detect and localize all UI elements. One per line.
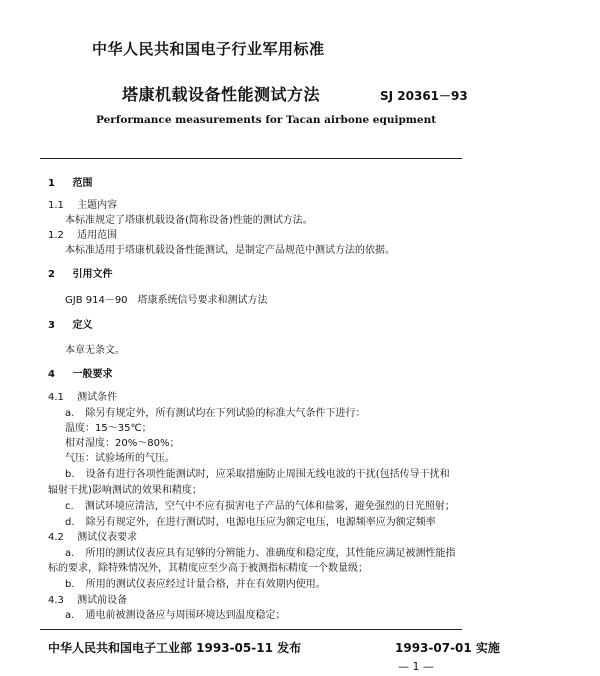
item-text: 除另有规定外，所有测试均在下列试验的标准大气条件下进行： bbox=[85, 408, 366, 419]
section-1-2-text: 本标准适用于塔康机载设备性能测试，是制定产品规范中测试方法的依据。 bbox=[65, 245, 395, 256]
section-1-number: 1 bbox=[48, 178, 55, 189]
humidity-condition: 相对湿度：20%～80%； bbox=[65, 438, 180, 449]
section-3-number: 3 bbox=[48, 320, 55, 331]
standard-code: SJ 20361－93 bbox=[380, 89, 468, 103]
org-line: 中华人民共和国电子行业军用标准 bbox=[92, 40, 325, 58]
item-4-1-b bbox=[65, 468, 450, 481]
section-4-1-title: 测试条件 bbox=[77, 392, 118, 403]
section-2-number: 2 bbox=[48, 269, 55, 280]
item-label: a. bbox=[65, 610, 75, 621]
issuer-line: 中华人民共和国电子工业部 1993-05-11 发布 bbox=[48, 641, 302, 655]
section-4-3-title: 测试前设备 bbox=[77, 595, 128, 606]
item-text: 设备有进行各项性能测试时，应采取措施防止周围无线电波的干扰(包括传导干扰和 bbox=[85, 469, 450, 480]
section-1-1-title: 主题内容 bbox=[77, 200, 118, 211]
section-1-1-text: 本标准规定了塔康机载设备(简称设备)性能的测试方法。 bbox=[65, 215, 313, 226]
section-1-1-number: 1.1 bbox=[48, 200, 64, 211]
header-divider bbox=[40, 158, 462, 159]
item-4-2-a bbox=[65, 547, 456, 560]
item-4-1-b-continued: 辐射干扰)影响测试的效果和精度； bbox=[48, 485, 202, 496]
section-4-1-number: 4.1 bbox=[48, 392, 64, 403]
section-1-2-number: 1.2 bbox=[48, 230, 64, 241]
section-4-number: 4 bbox=[48, 369, 55, 380]
section-4-2-number: 4.2 bbox=[48, 532, 64, 543]
item-4-2-a-continued: 标的要求，除特殊情况外，其精度应至少高于被测指标精度一个数量级； bbox=[48, 563, 368, 574]
item-label: a. bbox=[65, 548, 75, 559]
item-4-2-b bbox=[65, 578, 326, 591]
section-2-title: 引用文件 bbox=[72, 269, 113, 280]
item-label: b. bbox=[65, 579, 75, 590]
section-1-title: 范围 bbox=[72, 178, 93, 189]
document-title: 塔康机载设备性能测试方法 bbox=[122, 85, 321, 104]
section-4-3-number: 4.3 bbox=[48, 595, 64, 606]
item-text: 除另有规定外，在进行测试时，电源电压应为额定电压，电源频率应为额定频率 bbox=[85, 517, 436, 528]
section-2-heading bbox=[48, 268, 112, 281]
item-label: d. bbox=[65, 517, 75, 528]
section-1-2-title: 适用范围 bbox=[77, 230, 118, 241]
section-1-1-heading bbox=[48, 199, 117, 212]
section-3-title: 定义 bbox=[72, 320, 93, 331]
item-label: b. bbox=[65, 469, 75, 480]
item-text: 测试环境应清洁，空气中不应有损害电子产品的气体和盐雾，避免强烈的日光照射； bbox=[84, 501, 455, 512]
page-number: — 1 — bbox=[398, 660, 434, 673]
english-title: Performance measurements for Tacan airbone equipment bbox=[96, 114, 437, 126]
section-4-2-title: 测试仪表要求 bbox=[77, 532, 138, 543]
section-4-title: 一般要求 bbox=[72, 369, 113, 380]
section-4-1-heading bbox=[48, 391, 117, 404]
section-4-2-heading bbox=[48, 531, 137, 544]
effective-date: 1993-07-01 实施 bbox=[395, 641, 500, 655]
section-4-3-heading bbox=[48, 594, 127, 607]
footer-divider bbox=[40, 629, 462, 630]
item-text: 所用的测试仪表应具有足够的分辨能力、准确度和稳定度，其性能应满足被测性能指 bbox=[85, 548, 456, 559]
item-4-3-a bbox=[65, 609, 286, 622]
item-label: c. bbox=[65, 501, 74, 512]
item-label: a. bbox=[65, 408, 75, 419]
item-text: 通电前被测设备应与周围环境达到温度稳定； bbox=[85, 610, 286, 621]
section-1-heading bbox=[48, 177, 92, 190]
section-1-2-heading bbox=[48, 229, 117, 242]
temperature-condition: 温度：15～35℃； bbox=[65, 423, 152, 434]
pressure-condition: 气压：试验场所的气压。 bbox=[65, 453, 175, 464]
section-3-text: 本章无条文。 bbox=[65, 345, 125, 356]
item-4-1-a bbox=[65, 407, 366, 420]
section-4-heading bbox=[48, 368, 112, 381]
section-3-heading bbox=[48, 319, 92, 332]
reference-document: GJB 914－90 塔康系统信号要求和测试方法 bbox=[65, 295, 268, 306]
item-4-1-d bbox=[65, 516, 436, 529]
item-text: 所用的测试仪表应经过计量合格，并在有效期内使用。 bbox=[85, 579, 326, 590]
item-4-1-c bbox=[65, 500, 455, 513]
